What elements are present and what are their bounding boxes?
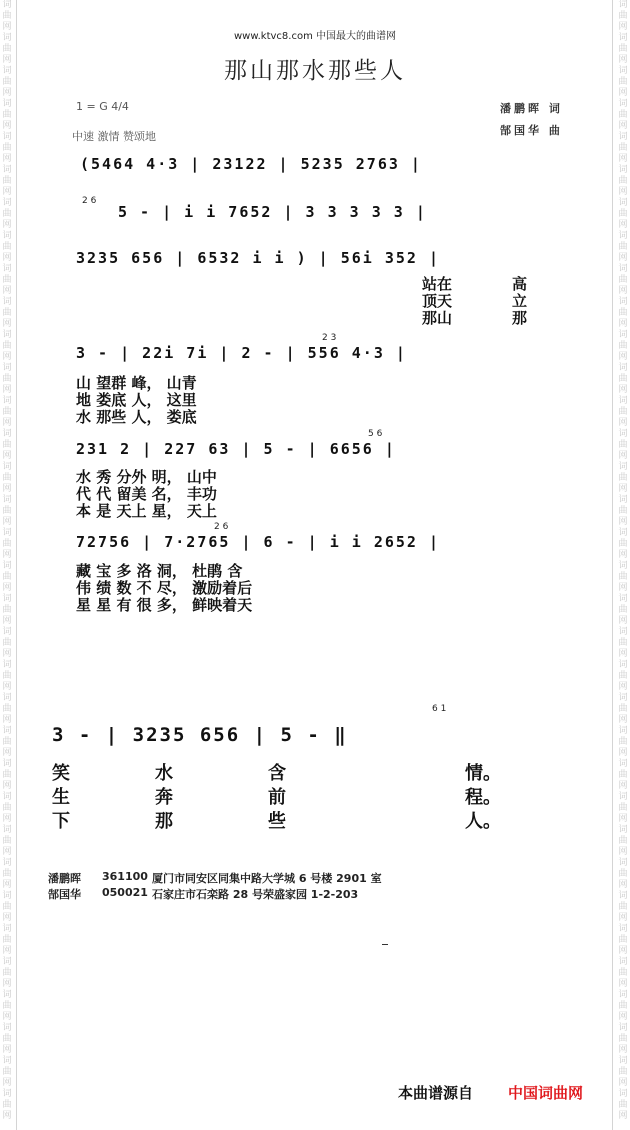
watermark-glyph: 曲 — [618, 341, 628, 351]
watermark-glyph: 曲 — [618, 308, 628, 318]
watermark-glyph: 网 — [618, 187, 628, 197]
watermark-glyph: 曲 — [618, 1067, 628, 1077]
watermark-glyph: 网 — [2, 484, 12, 494]
watermark-glyph: 词 — [618, 429, 628, 439]
watermark-glyph: 词 — [2, 528, 12, 538]
watermark-glyph: 曲 — [618, 671, 628, 681]
lyric-verse-1: 高 — [512, 275, 528, 293]
watermark-glyph: 曲 — [2, 176, 12, 186]
composer-credit: 郜国华 曲 — [500, 124, 563, 137]
watermark-glyph: 词 — [618, 297, 628, 307]
contact-address: 厦门市同安区同集中路大学城 6 号楼 2901 室 — [152, 872, 382, 885]
watermark-glyph: 网 — [2, 649, 12, 659]
watermark-glyph: 网 — [618, 814, 628, 824]
watermark-glyph: 词 — [618, 528, 628, 538]
watermark-glyph: 词 — [2, 726, 12, 736]
watermark-glyph: 网 — [618, 715, 628, 725]
watermark-glyph: 网 — [618, 913, 628, 923]
watermark-glyph: 词 — [2, 792, 12, 802]
watermark-glyph: 曲 — [2, 737, 12, 747]
watermark-glyph: 词 — [618, 462, 628, 472]
watermark-glyph: 网 — [2, 286, 12, 296]
watermark-glyph: 网 — [2, 979, 12, 989]
watermark-glyph: 词 — [618, 99, 628, 109]
watermark-glyph: 网 — [618, 880, 628, 890]
watermark-glyph: 网 — [2, 814, 12, 824]
watermark-glyph: 曲 — [2, 869, 12, 879]
watermark-glyph: 网 — [618, 22, 628, 32]
watermark-glyph: 网 — [618, 781, 628, 791]
lyric-verse-3: 人。 — [465, 811, 501, 832]
watermark-glyph: 词 — [2, 1089, 12, 1099]
watermark-glyph: 词 — [2, 396, 12, 406]
watermark-glyph: 网 — [618, 88, 628, 98]
lyric-verse-2: 立 — [512, 292, 528, 310]
watermark-glyph: 网 — [618, 1045, 628, 1055]
watermark-glyph: 网 — [2, 1045, 12, 1055]
watermark-glyph: 网 — [2, 418, 12, 428]
right-border-line — [612, 0, 613, 1130]
watermark-glyph: 网 — [2, 946, 12, 956]
watermark-glyph: 词 — [2, 66, 12, 76]
watermark-glyph: 词 — [618, 396, 628, 406]
lyric-verse-1: 情。 — [465, 763, 501, 784]
watermark-glyph: 网 — [2, 154, 12, 164]
watermark-glyph: 曲 — [2, 308, 12, 318]
watermark-glyph: 词 — [2, 495, 12, 505]
watermark-glyph: 网 — [618, 748, 628, 758]
watermark-glyph: 曲 — [618, 77, 628, 87]
watermark-glyph: 曲 — [2, 110, 12, 120]
watermark-glyph: 词 — [618, 594, 628, 604]
watermark-glyph: 曲 — [2, 407, 12, 417]
watermark-glyph: 词 — [2, 990, 12, 1000]
score-line-5: 231 2 | 227 63 | 5 - | 6656 | — [76, 440, 396, 458]
key-signature: 1 = G 4/4 — [76, 100, 129, 113]
watermark-glyph: 曲 — [618, 935, 628, 945]
watermark-glyph: 词 — [2, 957, 12, 967]
lyric-verse-3: 那 — [512, 309, 528, 327]
watermark-glyph: 网 — [618, 979, 628, 989]
watermark-glyph: 网 — [2, 1012, 12, 1022]
watermark-glyph: 词 — [618, 660, 628, 670]
lyric-verse-2: 奔 — [155, 787, 173, 808]
watermark-glyph: 词 — [2, 429, 12, 439]
watermark-glyph: 词 — [2, 0, 12, 10]
watermark-glyph: 曲 — [2, 440, 12, 450]
watermark-glyph: 网 — [618, 253, 628, 263]
watermark-glyph: 词 — [2, 825, 12, 835]
watermark-glyph: 曲 — [2, 968, 12, 978]
watermark-glyph: 网 — [618, 154, 628, 164]
watermark-glyph: 词 — [2, 132, 12, 142]
watermark-glyph: 网 — [2, 715, 12, 725]
watermark-glyph: 词 — [618, 1056, 628, 1066]
lyric-verse-2: 地 娄底 人， 这里 — [76, 391, 197, 409]
contact-name: 郜国华 — [48, 888, 81, 901]
watermark-glyph: 网 — [618, 1111, 628, 1121]
watermark-glyph: 曲 — [2, 341, 12, 351]
watermark-glyph: 词 — [618, 858, 628, 868]
watermark-glyph: 网 — [618, 946, 628, 956]
lyric-verse-3: 那 — [155, 811, 173, 832]
watermark-glyph: 曲 — [2, 11, 12, 21]
watermark-glyph: 曲 — [618, 1001, 628, 1011]
watermark-glyph: 词 — [618, 957, 628, 967]
lyric-verse-2: 前 — [268, 787, 286, 808]
watermark-glyph: 网 — [618, 649, 628, 659]
watermark-glyph: 词 — [2, 297, 12, 307]
watermark-glyph: 网 — [618, 55, 628, 65]
score-line-6: 72756 | 7·2765 | 6 - | i i 2652 | — [76, 533, 441, 551]
lyric-verse-3: 水 那些 人， 娄底 — [76, 408, 197, 426]
watermark-glyph: 曲 — [2, 902, 12, 912]
grace-note: 2 6 — [82, 196, 97, 206]
tempo-marking: 中速 激情 赞颂地 — [72, 130, 156, 143]
lyric-verse-2: 顶天 — [422, 292, 453, 310]
watermark-glyph: 网 — [2, 847, 12, 857]
watermark-glyph: 词 — [2, 759, 12, 769]
watermark-glyph: 网 — [2, 913, 12, 923]
watermark-glyph: 网 — [2, 220, 12, 230]
lyric-verse-1: 水 秀 分外 明， 山中 — [76, 468, 217, 486]
grace-note: 5 6 — [368, 429, 383, 439]
watermark-glyph: 曲 — [618, 836, 628, 846]
watermark-glyph: 词 — [618, 198, 628, 208]
watermark-glyph: 曲 — [2, 704, 12, 714]
watermark-glyph: 曲 — [618, 737, 628, 747]
watermark-glyph: 曲 — [2, 1001, 12, 1011]
watermark-glyph: 网 — [2, 1078, 12, 1088]
watermark-glyph: 曲 — [618, 275, 628, 285]
watermark-glyph: 词 — [2, 165, 12, 175]
watermark-glyph: 网 — [2, 1111, 12, 1121]
lyric-verse-3: 下 — [52, 811, 70, 832]
watermark-glyph: 曲 — [618, 440, 628, 450]
watermark-glyph: 词 — [2, 99, 12, 109]
grace-note: 2 6 — [214, 522, 229, 532]
watermark-glyph: 网 — [2, 187, 12, 197]
watermark-glyph: 网 — [618, 517, 628, 527]
watermark-glyph: 网 — [618, 583, 628, 593]
watermark-glyph: 网 — [2, 352, 12, 362]
watermark-glyph: 网 — [2, 121, 12, 131]
watermark-glyph: 词 — [618, 726, 628, 736]
watermark-glyph: 词 — [2, 198, 12, 208]
watermark-glyph: 词 — [2, 924, 12, 934]
watermark-glyph: 曲 — [618, 11, 628, 21]
contact-zip: 050021 — [102, 886, 148, 899]
watermark-glyph: 网 — [2, 517, 12, 527]
watermark-glyph: 曲 — [618, 1100, 628, 1110]
watermark-glyph: 曲 — [618, 374, 628, 384]
watermark-glyph: 词 — [618, 0, 628, 10]
watermark-glyph: 词 — [618, 759, 628, 769]
watermark-glyph: 词 — [618, 165, 628, 175]
watermark-glyph: 曲 — [2, 473, 12, 483]
watermark-glyph: 曲 — [618, 968, 628, 978]
watermark-glyph: 曲 — [618, 572, 628, 582]
score-line-3: 3235 656 | 6532 i i ) | 56i 352 | — [76, 249, 441, 267]
left-watermark-strip — [0, 0, 14, 1130]
watermark-glyph: 网 — [2, 451, 12, 461]
footer-source-label: 本曲谱源自 — [398, 1084, 474, 1102]
watermark-glyph: 曲 — [618, 605, 628, 615]
grace-note: 2 3 — [322, 333, 337, 343]
watermark-glyph: 网 — [618, 1012, 628, 1022]
watermark-glyph: 词 — [618, 1023, 628, 1033]
score-line-2: 5 - | i i 7652 | 3 3 3 3 3 | — [118, 203, 427, 221]
watermark-glyph: 曲 — [2, 572, 12, 582]
watermark-glyph: 词 — [2, 858, 12, 868]
watermark-glyph: 词 — [2, 693, 12, 703]
watermark-glyph: 曲 — [2, 1034, 12, 1044]
watermark-glyph: 曲 — [618, 110, 628, 120]
watermark-glyph: 网 — [618, 319, 628, 329]
watermark-glyph: 曲 — [2, 242, 12, 252]
watermark-glyph: 词 — [618, 264, 628, 274]
watermark-glyph: 网 — [618, 682, 628, 692]
watermark-glyph: 曲 — [618, 176, 628, 186]
contact-zip: 361100 — [102, 870, 148, 883]
watermark-glyph: 网 — [2, 550, 12, 560]
watermark-glyph: 词 — [618, 231, 628, 241]
footer-brand-link[interactable]: 中国词曲网 — [508, 1084, 584, 1102]
watermark-glyph: 曲 — [2, 209, 12, 219]
watermark-glyph: 曲 — [618, 638, 628, 648]
lyric-verse-1: 站在 — [422, 275, 453, 293]
watermark-glyph: 词 — [2, 462, 12, 472]
watermark-glyph: 词 — [2, 264, 12, 274]
watermark-glyph: 网 — [2, 88, 12, 98]
watermark-glyph: 词 — [2, 1023, 12, 1033]
watermark-glyph: 网 — [618, 451, 628, 461]
watermark-glyph: 网 — [2, 748, 12, 758]
watermark-glyph: 词 — [2, 231, 12, 241]
watermark-glyph: 曲 — [2, 1067, 12, 1077]
watermark-glyph: 曲 — [2, 275, 12, 285]
watermark-glyph: 词 — [618, 990, 628, 1000]
watermark-glyph: 词 — [618, 66, 628, 76]
watermark-glyph: 曲 — [2, 374, 12, 384]
lyric-verse-2: 程。 — [465, 787, 501, 808]
watermark-glyph: 曲 — [2, 77, 12, 87]
watermark-glyph: 词 — [2, 363, 12, 373]
watermark-glyph: 词 — [618, 363, 628, 373]
watermark-glyph: 曲 — [618, 143, 628, 153]
watermark-glyph: 曲 — [618, 704, 628, 714]
stray-mark — [382, 944, 388, 945]
watermark-glyph: 词 — [2, 1056, 12, 1066]
lyric-verse-3: 本 是 天上 星， 天上 — [76, 502, 217, 520]
watermark-glyph: 曲 — [618, 506, 628, 516]
watermark-glyph: 曲 — [2, 605, 12, 615]
watermark-glyph: 词 — [618, 330, 628, 340]
watermark-glyph: 曲 — [2, 539, 12, 549]
watermark-glyph: 词 — [618, 693, 628, 703]
watermark-glyph: 词 — [618, 891, 628, 901]
watermark-glyph: 网 — [618, 847, 628, 857]
watermark-glyph: 曲 — [618, 209, 628, 219]
watermark-glyph: 曲 — [618, 539, 628, 549]
watermark-glyph: 网 — [618, 616, 628, 626]
watermark-glyph: 词 — [2, 660, 12, 670]
watermark-glyph: 词 — [618, 132, 628, 142]
watermark-glyph: 网 — [618, 550, 628, 560]
watermark-glyph: 曲 — [2, 44, 12, 54]
watermark-glyph: 网 — [618, 121, 628, 131]
watermark-glyph: 词 — [618, 561, 628, 571]
watermark-glyph: 词 — [618, 924, 628, 934]
lyric-verse-1: 水 — [155, 763, 173, 784]
score-line-4: 3 - | 22i 7i | 2 - | 556 4·3 | — [76, 344, 407, 362]
lyric-verse-1: 山 望群 峰， 山青 — [76, 374, 197, 392]
watermark-glyph: 曲 — [618, 803, 628, 813]
watermark-glyph: 词 — [618, 825, 628, 835]
watermark-glyph: 词 — [2, 330, 12, 340]
watermark-glyph: 网 — [618, 418, 628, 428]
watermark-glyph: 网 — [618, 1078, 628, 1088]
lyric-verse-2: 代 代 留美 名， 丰功 — [76, 485, 217, 503]
watermark-glyph: 曲 — [2, 143, 12, 153]
watermark-glyph: 网 — [618, 286, 628, 296]
grace-note: 6 1 — [432, 704, 447, 714]
watermark-glyph: 曲 — [618, 44, 628, 54]
watermark-glyph: 曲 — [618, 869, 628, 879]
watermark-glyph: 词 — [2, 594, 12, 604]
watermark-glyph: 网 — [2, 583, 12, 593]
watermark-glyph: 曲 — [2, 803, 12, 813]
lyric-verse-3: 星 星 有 很 多， 鲜映着天 — [76, 596, 253, 614]
watermark-glyph: 曲 — [618, 902, 628, 912]
contact-name: 潘鹏晖 — [48, 872, 81, 885]
watermark-glyph: 词 — [618, 33, 628, 43]
score-line-7: 3 - | 3235 656 | 5 - ‖ — [52, 724, 348, 746]
watermark-glyph: 曲 — [618, 473, 628, 483]
watermark-glyph: 网 — [2, 880, 12, 890]
lyric-verse-3: 那山 — [422, 309, 453, 327]
lyric-verse-1: 笑 — [52, 763, 70, 784]
watermark-glyph: 曲 — [618, 770, 628, 780]
watermark-glyph: 网 — [2, 319, 12, 329]
watermark-glyph: 词 — [618, 1089, 628, 1099]
watermark-glyph: 曲 — [2, 671, 12, 681]
watermark-glyph: 词 — [618, 495, 628, 505]
song-title: 那山那水那些人 — [224, 58, 406, 84]
lyric-verse-1: 含 — [268, 763, 286, 784]
watermark-glyph: 网 — [2, 253, 12, 263]
watermark-glyph: 曲 — [2, 770, 12, 780]
watermark-glyph: 曲 — [2, 935, 12, 945]
watermark-glyph: 网 — [2, 616, 12, 626]
watermark-glyph: 词 — [618, 792, 628, 802]
lyric-verse-1: 藏 宝 多 洛 洞， 杜鹃 含 — [76, 562, 243, 580]
watermark-glyph: 曲 — [2, 836, 12, 846]
lyric-verse-2: 生 — [52, 787, 70, 808]
watermark-glyph: 曲 — [618, 242, 628, 252]
watermark-glyph: 曲 — [618, 407, 628, 417]
source-url: www.ktvc8.com 中国最大的曲谱网 — [233, 31, 396, 42]
lyricist-credit: 潘鹏晖 词 — [500, 102, 563, 115]
lyric-verse-3: 些 — [268, 811, 286, 832]
left-border-line — [16, 0, 17, 1130]
watermark-glyph: 网 — [2, 781, 12, 791]
right-watermark-strip — [616, 0, 630, 1130]
contact-address: 石家庄市石栾路 28 号荣盛家园 1-2-203 — [152, 888, 359, 901]
watermark-glyph: 曲 — [618, 1034, 628, 1044]
watermark-glyph: 词 — [2, 891, 12, 901]
watermark-glyph: 网 — [2, 385, 12, 395]
watermark-glyph: 网 — [2, 682, 12, 692]
watermark-glyph: 网 — [2, 22, 12, 32]
watermark-glyph: 网 — [618, 385, 628, 395]
watermark-glyph: 词 — [2, 561, 12, 571]
watermark-glyph: 词 — [2, 627, 12, 637]
watermark-glyph: 网 — [2, 55, 12, 65]
score-line-1: (5464 4·3 | 23122 | 5235 2763 | — [80, 155, 422, 173]
watermark-glyph: 曲 — [2, 506, 12, 516]
lyric-verse-2: 伟 绩 数 不 尽， 激励着后 — [76, 579, 253, 597]
watermark-glyph: 曲 — [2, 1100, 12, 1110]
watermark-glyph: 网 — [618, 352, 628, 362]
watermark-glyph: 网 — [618, 220, 628, 230]
watermark-glyph: 网 — [618, 484, 628, 494]
watermark-glyph: 词 — [618, 627, 628, 637]
watermark-glyph: 词 — [2, 33, 12, 43]
watermark-glyph: 曲 — [2, 638, 12, 648]
